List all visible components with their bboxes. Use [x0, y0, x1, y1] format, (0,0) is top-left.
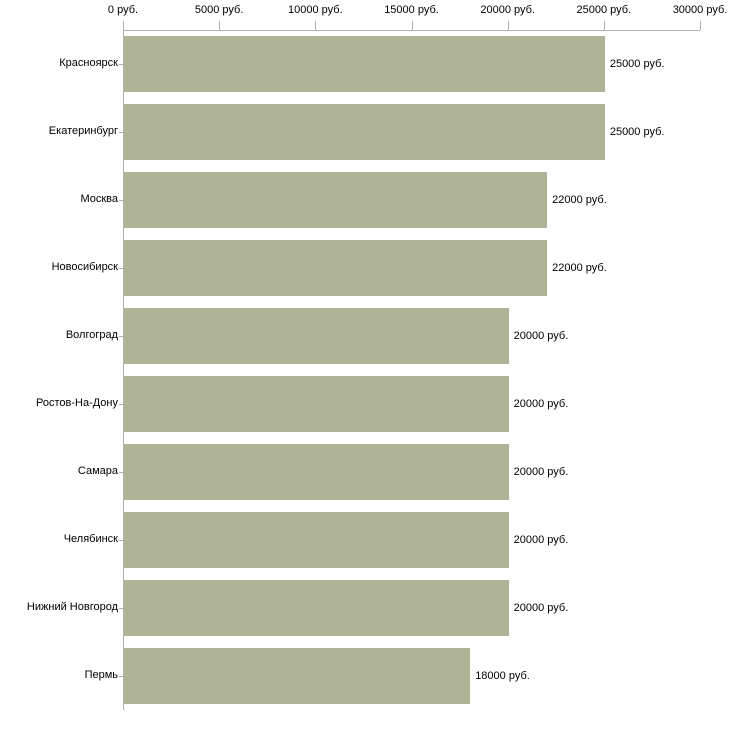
category-label: Волгоград: [65, 329, 118, 341]
x-tick: [508, 21, 509, 30]
category-tick: [119, 540, 123, 541]
x-tick-label: 15000 руб.: [384, 4, 439, 16]
x-tick: [123, 21, 124, 30]
bar-row[interactable]: [124, 580, 701, 636]
category-tick: [119, 132, 123, 133]
bar-value-label: 20000 руб.: [513, 398, 569, 410]
x-tick-label: 25000 руб.: [576, 4, 632, 16]
bar-row[interactable]: [124, 376, 701, 432]
bar[interactable]: [124, 512, 509, 568]
bar-value-label: 22000 руб.: [552, 262, 607, 274]
category-label: Нижний Новгород: [26, 601, 118, 613]
bar[interactable]: [124, 172, 547, 228]
bar-row[interactable]: [124, 444, 701, 500]
category-label: Ростов-На-Дону: [35, 397, 118, 409]
bar-row[interactable]: [124, 36, 701, 92]
category-label: Красноярск: [59, 57, 118, 69]
bar-value-label: 22000 руб.: [552, 194, 607, 206]
plot-area: [123, 30, 701, 710]
bar-value-label: 18000 руб.: [475, 670, 530, 682]
bar[interactable]: [124, 104, 605, 160]
x-tick-label: 10000 руб.: [288, 4, 343, 16]
bar-row[interactable]: [124, 104, 701, 160]
category-label: Москва: [80, 193, 118, 205]
bar-value-label: 20000 руб.: [513, 602, 569, 614]
bar-row[interactable]: [124, 308, 701, 364]
bar-row[interactable]: [124, 172, 701, 228]
category-tick: [119, 404, 123, 405]
bar-value-label: 20000 руб.: [513, 466, 569, 478]
bar-row[interactable]: [124, 512, 701, 568]
bar[interactable]: [124, 648, 470, 704]
category-label: Самара: [77, 465, 118, 477]
bar-value-label: 20000 руб.: [513, 534, 569, 546]
category-tick: [119, 200, 123, 201]
x-tick: [315, 21, 316, 30]
category-tick: [119, 268, 123, 269]
category-label: Пермь: [84, 669, 118, 681]
bar[interactable]: [124, 36, 605, 92]
category-tick: [119, 336, 123, 337]
bar[interactable]: [124, 240, 547, 296]
bar-row[interactable]: [124, 648, 701, 704]
bar-value-label: 25000 руб.: [609, 58, 665, 70]
bar[interactable]: [124, 580, 509, 636]
bar[interactable]: [124, 376, 509, 432]
x-tick-label: 5000 руб.: [194, 4, 244, 16]
category-tick: [119, 676, 123, 677]
bar[interactable]: [124, 444, 509, 500]
category-label: Екатеринбург: [48, 125, 118, 137]
category-label: Новосибирск: [51, 261, 118, 273]
bar-row[interactable]: [124, 240, 701, 296]
bar-value-label: 20000 руб.: [513, 330, 569, 342]
category-tick: [119, 608, 123, 609]
x-tick: [700, 21, 701, 30]
category-tick: [119, 472, 123, 473]
x-tick-label: 0 руб.: [107, 4, 139, 16]
bar[interactable]: [124, 308, 509, 364]
x-tick-label: 20000 руб.: [480, 4, 535, 16]
x-tick-label: 30000 руб.: [672, 4, 728, 16]
category-tick: [119, 64, 123, 65]
x-tick: [219, 21, 220, 30]
x-tick: [412, 21, 413, 30]
category-label: Челябинск: [63, 533, 118, 545]
x-tick: [604, 21, 605, 30]
bar-value-label: 25000 руб.: [609, 126, 665, 138]
